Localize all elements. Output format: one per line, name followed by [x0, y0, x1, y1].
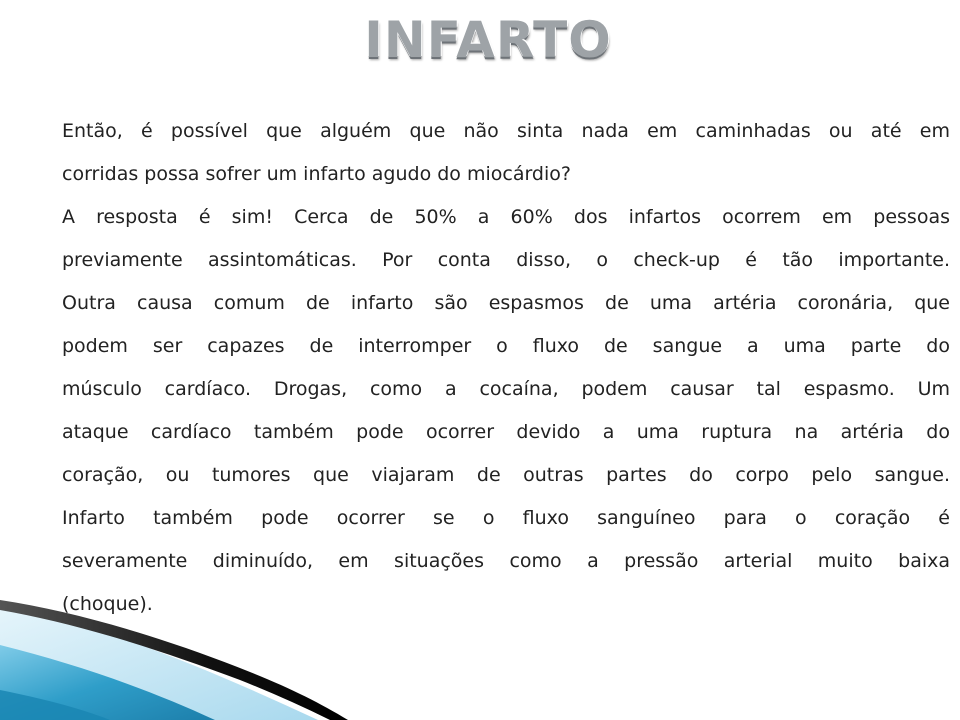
body-line: músculo cardíaco. Drogas, como a cocaína, podem causar tal espasmo. Um: [62, 378, 950, 400]
body-line: severamente diminuído, em situações como a pressão arterial muito baixa: [62, 550, 950, 572]
body-line: (choque).: [62, 593, 153, 615]
body-line: podem ser capazes de interromper o fluxo de sangue a uma parte do: [62, 335, 950, 357]
body-line: Então, é possível que alguém que não sinta nada em caminhadas ou até em: [62, 120, 950, 142]
body-line: previamente assintomáticas. Por conta disso, o check-up é tão importante.: [62, 249, 950, 271]
body-line: ataque cardíaco também pode ocorrer devido a uma ruptura na artéria do: [62, 421, 950, 443]
slide-title: INFARTO: [364, 11, 612, 69]
body-line: corridas possa sofrer um infarto agudo do miocárdio?: [62, 163, 571, 185]
body-paragraph: [62, 110, 950, 626]
body-line: Infarto também pode ocorrer se o fluxo sanguíneo para o coração é: [62, 507, 950, 529]
body-line: coração, ou tumores que viajaram de outras partes do corpo pelo sangue.: [62, 464, 950, 486]
body-line: A resposta é sim! Cerca de 50% a 60% dos infartos ocorrem em pessoas: [62, 206, 950, 228]
body-line: Outra causa comum de infarto são espasmos de uma artéria coronária, que: [62, 292, 950, 314]
